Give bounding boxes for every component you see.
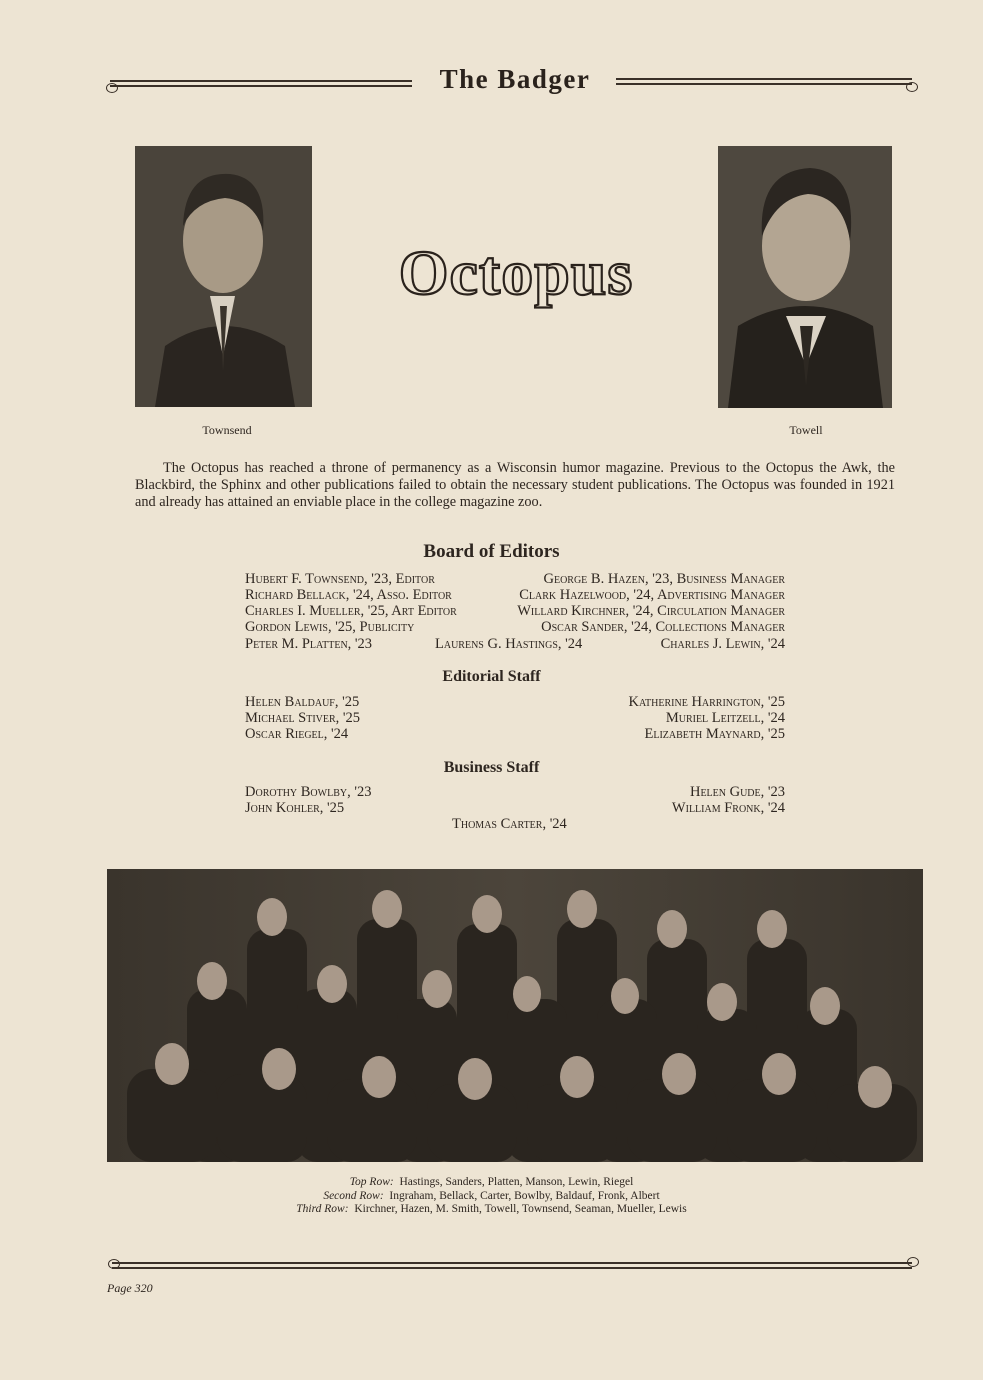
editorial-right-1: Katherine Harrington, '25 <box>628 694 785 710</box>
business-center: Thomas Carter, '24 <box>452 816 567 832</box>
business-right-2: William Fronk, '24 <box>671 800 785 816</box>
portrait-townsend <box>135 146 312 407</box>
row-names: Hastings, Sanders, Platten, Manson, Lewin, Riegel <box>399 1176 634 1188</box>
board-center: Laurens G. Hastings, '24 <box>435 636 583 652</box>
group-caption-row-3 <box>0 1203 983 1217</box>
business-right-1: Helen Gude, '23 <box>689 784 785 800</box>
editorial-left-3: Oscar Riegel, '24 <box>245 726 349 742</box>
group-caption-row-1 <box>0 1176 983 1190</box>
page-number: Page 320 <box>107 1281 153 1295</box>
board-left-1: Hubert F. Townsend, '23, Editor <box>245 571 435 587</box>
row-names: Kirchner, Hazen, M. Smith, Towell, Townsend, Seaman, Mueller, Lewis <box>354 1203 687 1215</box>
row-label: Third Row: <box>296 1203 349 1215</box>
svg-text:Octopus: Octopus <box>398 237 634 308</box>
intro-paragraph: The Octopus has reached a throne of permanency as a Wisconsin humor magazine. Previous to the Octopus the Awk, the Blackbird, the Sphinx and other publications failed to obtain the necessary student publications. The Octopus was founded in 1921 and already has attained an enviable place in the college magazine zoo. <box>135 460 895 510</box>
portrait-caption-right: Towell <box>789 423 823 437</box>
editorial-left-2: Michael Stiver, '25 <box>245 710 361 726</box>
group-caption <box>0 1176 983 1217</box>
editorial-right-2: Muriel Leitzell, '24 <box>665 710 785 726</box>
board-right-4: Oscar Sander, '24, Collections Manager <box>541 619 785 635</box>
portrait-towell <box>718 146 892 408</box>
scroll-ornament-icon <box>907 1257 919 1267</box>
board-heading: Board of Editors <box>423 541 560 562</box>
editorial-left-1: Helen Baldauf, '25 <box>245 694 360 710</box>
row-label: Top Row: <box>349 1176 394 1188</box>
scroll-ornament-icon <box>106 83 118 93</box>
footer-rule <box>112 1262 912 1270</box>
business-left-1: Dorothy Bowlby, '23 <box>245 784 372 800</box>
board-right-5: Charles J. Lewin, '24 <box>660 636 785 652</box>
editorial-right-3: Elizabeth Maynard, '25 <box>644 726 785 742</box>
business-heading: Business Staff <box>443 759 540 776</box>
portrait-caption-left: Townsend <box>202 423 252 437</box>
board-left-3: Charles I. Mueller, '25, Art Editor <box>245 603 457 619</box>
row-label: Second Row: <box>323 1189 384 1202</box>
header-rule-right <box>616 78 912 86</box>
group-photo <box>107 869 923 1162</box>
board-left-5: Peter M. Platten, '23 <box>245 636 373 652</box>
page-header-title: The Badger <box>439 64 591 94</box>
board-left-4: Gordon Lewis, '25, Publicity <box>245 619 415 635</box>
board-left-2: Richard Bellack, '24, Asso. Editor <box>245 587 452 603</box>
board-right-1: George B. Hazen, '23, Business Manager <box>543 571 785 587</box>
board-right-3: Willard Kirchner, '24, Circulation Manager <box>517 603 785 619</box>
scroll-ornament-icon <box>108 1259 120 1269</box>
group-caption-row-2 <box>0 1190 983 1204</box>
editorial-heading: Editorial Staff <box>442 668 541 685</box>
scroll-ornament-icon <box>906 82 918 92</box>
header-rule-left <box>110 80 412 88</box>
octopus-logo <box>366 236 666 316</box>
row-names: Ingraham, Bellack, Carter, Bowlby, Baldauf, Fronk, Albert <box>389 1189 660 1202</box>
business-left-2: John Kohler, '25 <box>245 800 345 816</box>
board-right-2: Clark Hazelwood, '24, Advertising Manager <box>519 587 785 603</box>
